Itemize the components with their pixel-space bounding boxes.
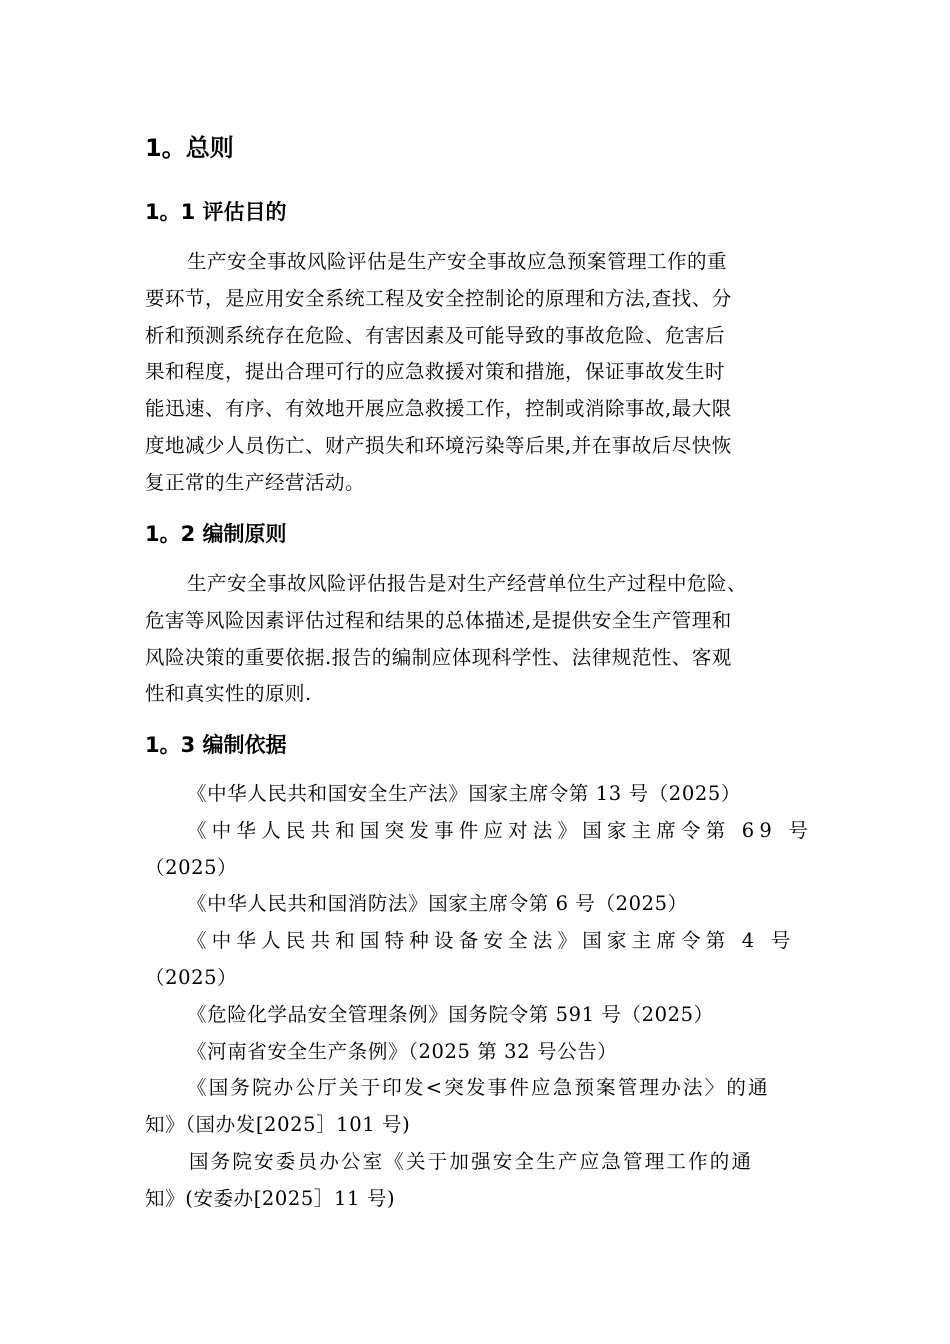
paragraph-line: 析和预测系统存在危险、有害因素及可能导致的事故危险、危害后 [145,323,726,347]
reference-item: 《中华人民共和国安全生产法》国家主席令第 13 号（2025） [187,782,741,805]
reference-item: 《中华人民共和国特种设备安全法》国家主席令第 4 号 [187,929,796,953]
reference-item: 《危险化学品安全管理条例》国务院令第 591 号（2025） [187,1002,714,1026]
section-heading-compilation-principles: 1。2 编制原则 [145,522,287,546]
section-heading-evaluation-purpose: 1。1 评估目的 [145,200,287,224]
reference-item: 《中华人民共和国突发事件应对法》国家主席令第 69 号 [187,818,814,842]
paragraph-line: 性和真实性的原则. [145,682,312,706]
paragraph-line: 果和程度，提出合理可行的应急救援对策和措施，保证事故发生时 [145,360,726,384]
reference-item-continuation: （2025） [145,965,238,989]
section-heading-compilation-basis: 1。3 编制依据 [145,733,287,757]
paragraph-line: 危害等风险因素评估过程和结果的总体描述,是提供安全生产管理和 [145,608,732,632]
paragraph-evaluation-purpose [145,244,810,502]
reference-item: 《中华人民共和国消防法》国家主席令第 6 号（2025） [187,892,688,916]
paragraph-line: 复正常的生产经营活动。 [145,470,366,494]
reference-item: 国务院安委员办公室《关于加强安全生产应急管理工作的通 [189,1149,754,1173]
reference-item-continuation: 知》(安委办[2025］11 号) [145,1186,396,1210]
paragraph-line: 度地减少人员伤亡、财产损失和环境污染等后果,并在事故后尽快恢 [145,433,732,457]
reference-item-continuation: 知》（国办发[2025］101 号) [145,1113,411,1137]
paragraph-line: 能迅速、有序、有效地开展应急救援工作，控制或消除事故,最大限 [145,397,732,421]
reference-list [145,776,814,1218]
paragraph-line: 要环节，是应用安全系统工程及安全控制论的原理和方法,查找、分 [145,286,732,310]
reference-item: 《国务院办公厅关于印发<突发事件应急预案管理办法〉的通 [187,1076,770,1100]
reference-item-continuation: （2025） [145,855,238,879]
paragraph-line: 风险决策的重要依据.报告的编制应体现科学性、法律规范性、客观 [145,645,732,669]
chapter-heading: 1。总则 [145,134,234,162]
paragraph-line: 生产安全事故风险评估是生产安全事故应急预案管理工作的重 [187,250,728,273]
paragraph-line: 生产安全事故风险评估报告是对生产经营单位生产过程中危险、 [187,572,748,595]
reference-item: 《河南省安全生产条例》（2025 第 32 号公告） [187,1039,618,1063]
paragraph-compilation-principles [145,566,810,713]
